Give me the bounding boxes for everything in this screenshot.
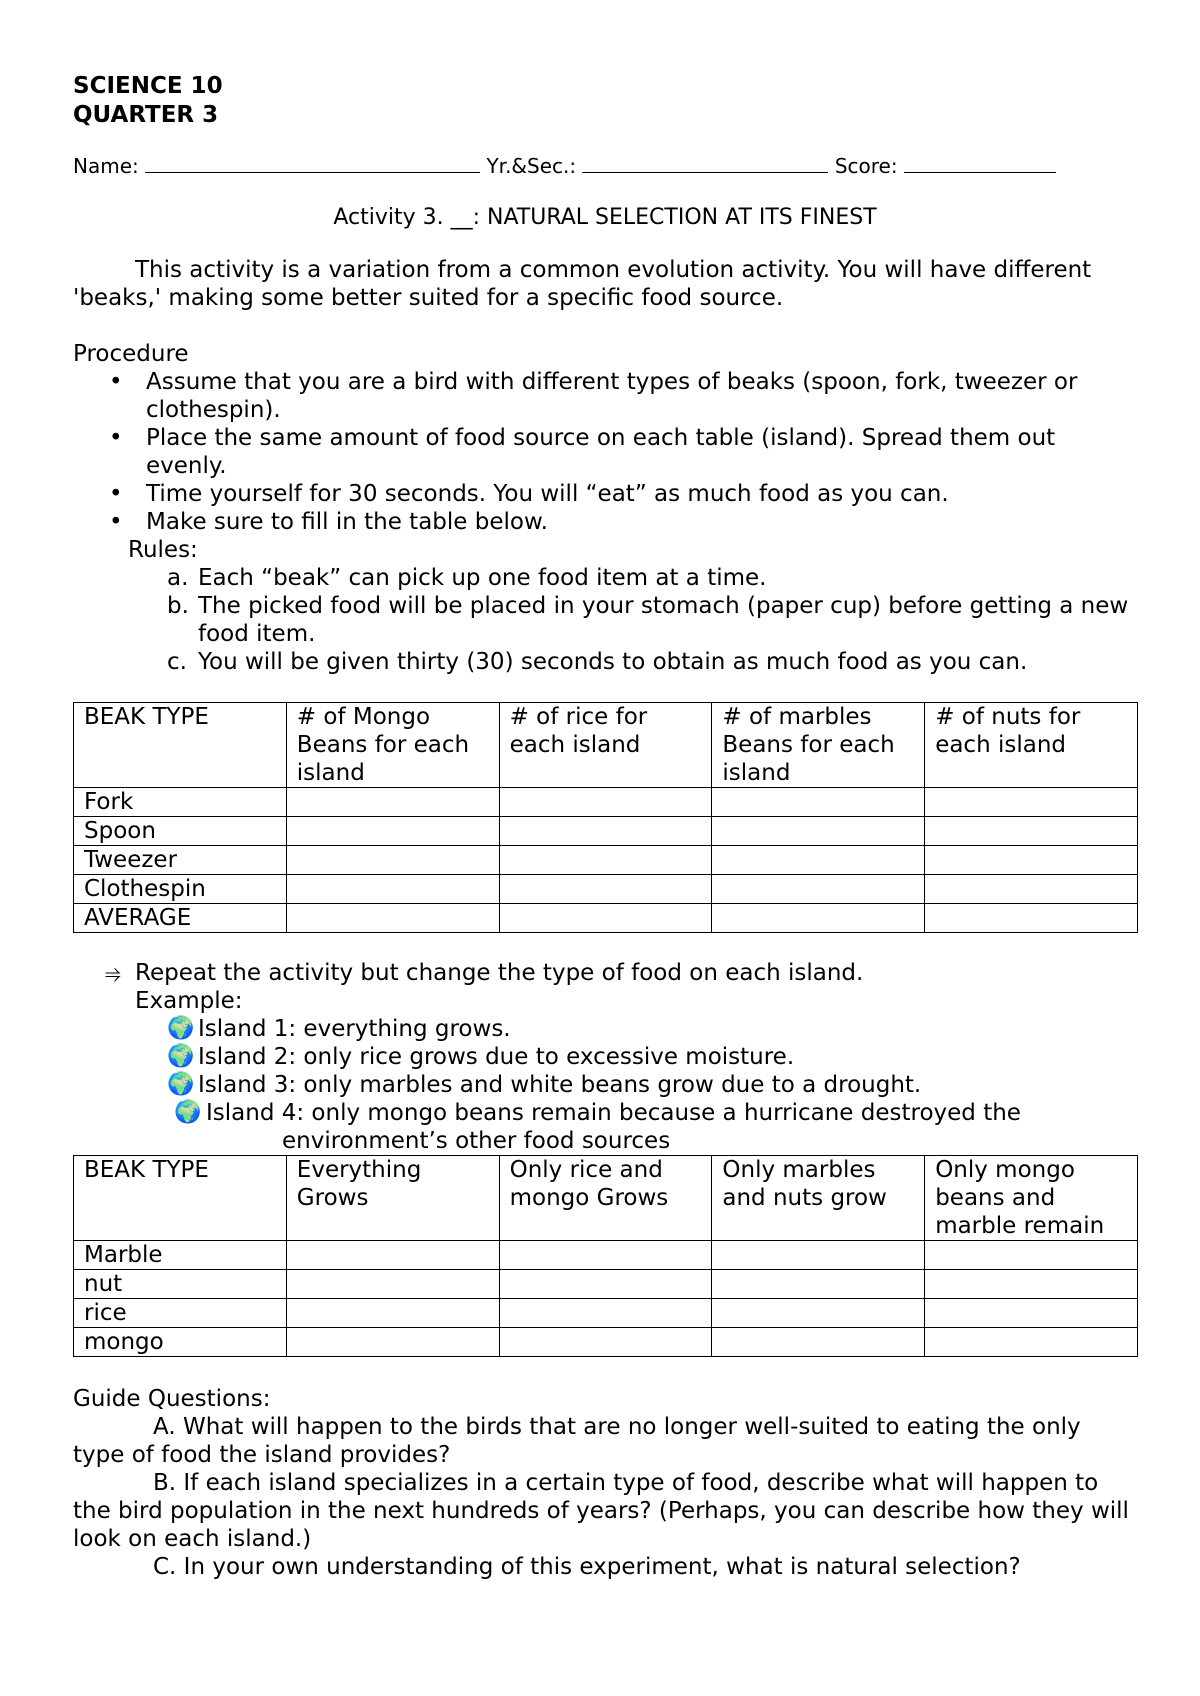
row-label: AVERAGE: [74, 904, 287, 933]
blank-cell[interactable]: [712, 1328, 925, 1357]
procedure-step-text: Place the same amount of food source on each table (island). Spread them out evenly.: [146, 425, 1056, 479]
blank-cell[interactable]: [712, 846, 925, 875]
procedure-step: [73, 508, 1137, 536]
name-blank[interactable]: [145, 152, 480, 173]
rule-text: Each “beak” can pick up one food item at a time.: [198, 565, 767, 591]
blank-cell[interactable]: [925, 788, 1138, 817]
table-header-cell: # of Mongo Beans for each island: [286, 703, 499, 788]
blank-cell[interactable]: [925, 875, 1138, 904]
table-header-cell: BEAK TYPE: [74, 703, 287, 788]
guide-question: A. What will happen to the birds that are no longer well-suited to eating the only type of food the island provides?: [73, 1414, 1081, 1468]
bullet-icon: •: [109, 481, 123, 507]
table-header-cell: BEAK TYPE: [74, 1156, 287, 1241]
table-header-row: [74, 703, 1138, 788]
row-label: Clothespin: [74, 875, 287, 904]
blank-cell[interactable]: [499, 875, 712, 904]
guide-question: B. If each island specializes in a certain type of food, describe what will happen to the bird population in the next hundreds of years? (Perhaps, you can describe how they will look on each island.): [73, 1470, 1129, 1552]
name-label: Name:: [73, 154, 139, 178]
blank-cell[interactable]: [712, 875, 925, 904]
repeat-instruction: [73, 959, 1137, 987]
table-row: [74, 788, 1138, 817]
table-header-cell: Only mongo beans and marble remain: [925, 1156, 1138, 1241]
repeat-text: Repeat the activity but change the type of food on each island.: [135, 960, 864, 986]
table-row: [74, 817, 1138, 846]
procedure-step: [73, 424, 1137, 480]
blank-cell[interactable]: [499, 904, 712, 933]
blank-cell[interactable]: [712, 817, 925, 846]
rules-heading: Rules:: [128, 537, 198, 563]
procedure-step-text: Time yourself for 30 seconds. You will “eat” as much food as you can.: [146, 481, 949, 507]
rule-item: [73, 564, 1137, 592]
quarter-heading: QUARTER 3: [73, 102, 219, 128]
blank-cell[interactable]: [925, 1299, 1138, 1328]
rule-letter: b.: [167, 593, 189, 619]
procedure-step-text: Make sure to fill in the table below.: [146, 509, 548, 535]
procedure-list: [73, 368, 1137, 536]
island-text-continuation: environment’s other food sources: [282, 1128, 671, 1154]
score-label: Score:: [834, 154, 898, 178]
island-item: [73, 1043, 1137, 1071]
table-row: [74, 904, 1138, 933]
guide-question: C. In your own understanding of this experiment, what is natural selection?: [153, 1554, 1021, 1580]
blank-cell[interactable]: [712, 1299, 925, 1328]
subject-heading: SCIENCE 10: [73, 73, 223, 99]
bullet-icon: •: [109, 425, 123, 451]
table-row: [74, 1328, 1138, 1357]
blank-cell[interactable]: [712, 1241, 925, 1270]
rule-text: You will be given thirty (30) seconds to obtain as much food as you can.: [198, 649, 1028, 675]
blank-cell[interactable]: [712, 788, 925, 817]
globe-icon: 🌍: [167, 1016, 195, 1041]
island-text: Island 1: everything grows.: [198, 1016, 511, 1042]
table-header-cell: # of rice for each island: [499, 703, 712, 788]
blank-cell[interactable]: [286, 1241, 499, 1270]
row-label: Spoon: [74, 817, 287, 846]
procedure-step: [73, 480, 1137, 508]
food-count-table: [73, 702, 1138, 933]
island-item: [73, 1071, 1137, 1099]
row-label: Tweezer: [74, 846, 287, 875]
procedure-step-text: Assume that you are a bird with different types of beaks (spoon, fork, tweezer or clothespin).: [146, 369, 1078, 423]
blank-cell[interactable]: [286, 817, 499, 846]
blank-cell[interactable]: [925, 1270, 1138, 1299]
rule-text: The picked food will be placed in your stomach (paper cup) before getting a new food item.: [198, 593, 1129, 647]
blank-cell[interactable]: [286, 904, 499, 933]
blank-cell[interactable]: [925, 846, 1138, 875]
row-label: Fork: [74, 788, 287, 817]
example-label: Example:: [135, 988, 243, 1014]
table-header-cell: Only marbles and nuts grow: [712, 1156, 925, 1241]
globe-icon: 🌍: [174, 1100, 202, 1125]
blank-cell[interactable]: [499, 788, 712, 817]
table-header-cell: # of nuts for each island: [925, 703, 1138, 788]
guide-questions-heading: Guide Questions:: [73, 1386, 271, 1412]
yr-sec-blank[interactable]: [582, 152, 828, 173]
rule-item: [73, 592, 1137, 648]
table-header-cell: Only rice and mongo Grows: [499, 1156, 712, 1241]
row-label: mongo: [74, 1328, 287, 1357]
worksheet-page: [73, 72, 1137, 1581]
blank-cell[interactable]: [499, 1270, 712, 1299]
island-text: Island 3: only marbles and white beans grow due to a drought.: [198, 1072, 922, 1098]
table-row: [74, 846, 1138, 875]
rule-letter: a.: [167, 565, 189, 591]
blank-cell[interactable]: [499, 817, 712, 846]
island-item: [73, 1015, 1137, 1043]
table-row: [74, 875, 1138, 904]
blank-cell[interactable]: [286, 1270, 499, 1299]
table-header-row: [74, 1156, 1138, 1241]
rule-letter: c.: [167, 649, 187, 675]
table-row: [74, 1270, 1138, 1299]
table-header-cell: Everything Grows: [286, 1156, 499, 1241]
rule-item: [73, 648, 1137, 676]
island-text: Island 2: only rice grows due to excessive moisture.: [198, 1044, 795, 1070]
bird-icon: ⥤: [105, 961, 121, 985]
row-label: nut: [74, 1270, 287, 1299]
row-label: rice: [74, 1299, 287, 1328]
row-label: Marble: [74, 1241, 287, 1270]
blank-cell[interactable]: [286, 846, 499, 875]
blank-cell[interactable]: [925, 1328, 1138, 1357]
table-header-cell: # of marbles Beans for each island: [712, 703, 925, 788]
blank-cell[interactable]: [499, 846, 712, 875]
yr-sec-label: Yr.&Sec.:: [486, 154, 577, 178]
student-info-line: [73, 152, 1137, 180]
blank-cell[interactable]: [286, 788, 499, 817]
blank-cell[interactable]: [712, 904, 925, 933]
procedure-step: [73, 368, 1137, 424]
globe-icon: 🌍: [167, 1072, 195, 1097]
intro-paragraph: This activity is a variation from a common evolution activity. You will have different 'beaks,' making some better suited for a specific food source.: [73, 257, 1092, 311]
blank-cell[interactable]: [925, 904, 1138, 933]
island-item: [73, 1099, 1137, 1127]
score-blank[interactable]: [904, 152, 1056, 173]
bullet-icon: •: [109, 509, 123, 535]
globe-icon: 🌍: [167, 1044, 195, 1069]
table-row: [74, 1299, 1138, 1328]
blank-cell[interactable]: [286, 875, 499, 904]
activity-title: Activity 3. __: NATURAL SELECTION AT ITS FINEST: [333, 205, 877, 230]
blank-cell[interactable]: [499, 1241, 712, 1270]
blank-cell[interactable]: [499, 1299, 712, 1328]
blank-cell[interactable]: [286, 1299, 499, 1328]
island-text: Island 4: only mongo beans remain because a hurricane destroyed the: [206, 1100, 1021, 1126]
blank-cell[interactable]: [925, 817, 1138, 846]
table-row: [74, 1241, 1138, 1270]
blank-cell[interactable]: [286, 1328, 499, 1357]
blank-cell[interactable]: [712, 1270, 925, 1299]
food-environment-table: [73, 1155, 1138, 1357]
rules-list: [73, 564, 1137, 676]
procedure-heading: Procedure: [73, 341, 189, 367]
bullet-icon: •: [109, 369, 123, 395]
blank-cell[interactable]: [499, 1328, 712, 1357]
blank-cell[interactable]: [925, 1241, 1138, 1270]
